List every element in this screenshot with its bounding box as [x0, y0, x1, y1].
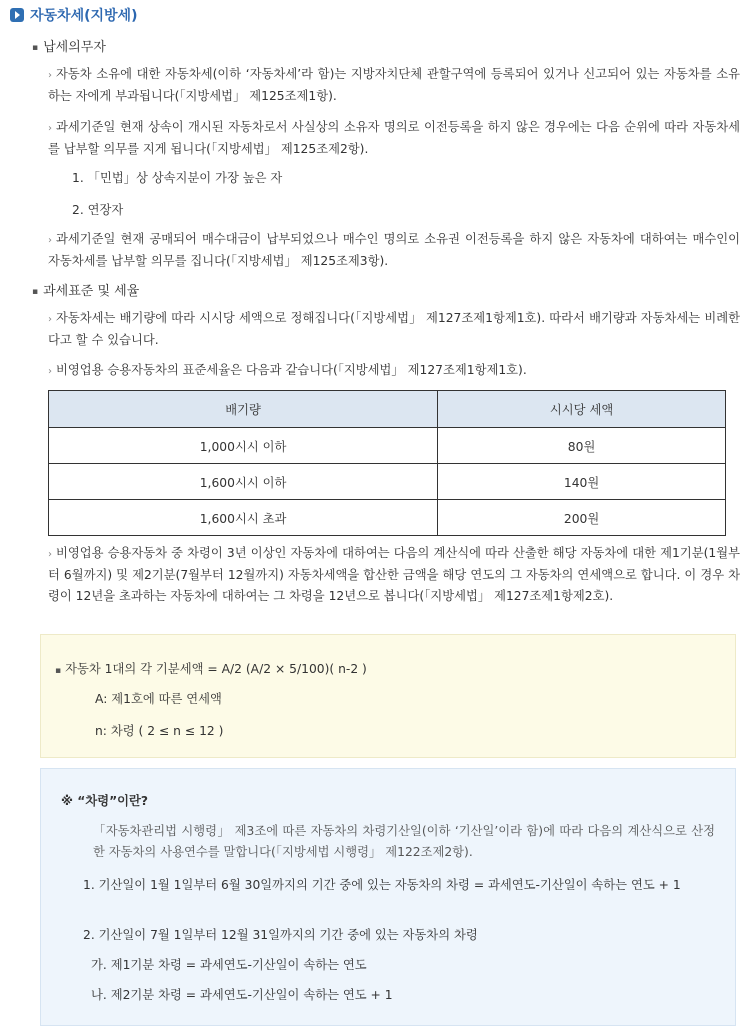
table-row	[49, 428, 726, 464]
formula-var-a: A: 제1호에 따른 연세액	[95, 692, 222, 706]
column-header: 배기량	[49, 391, 438, 428]
bullet-arrow-icon: ›	[48, 70, 52, 81]
note-body: 「자동차관리법 시행령」 제3조에 따른 자동차의 차령기산일(이하 ‘기산일’이라 함)에 따라 다음의 계산식으로 산정한 자동차의 사용연수를 말합니다(「지방세법 시행령」 제122조제2항).	[93, 824, 715, 859]
paragraph	[48, 229, 740, 272]
table-cell: 200원	[438, 500, 726, 536]
paragraph	[48, 308, 740, 351]
table-cell: 140원	[438, 464, 726, 500]
paragraph	[48, 64, 740, 107]
note-subitem: 가. 제1기분 차령 = 과세연도-기산일이 속하는 연도	[91, 958, 367, 972]
formula-main	[55, 659, 367, 677]
list-item: 2. 연장자	[72, 203, 124, 217]
note-subitem: 나. 제2기분 차령 = 과세연도-기산일이 속하는 연도 + 1	[91, 988, 393, 1002]
bullet-arrow-icon: ›	[48, 366, 52, 377]
table-row	[49, 500, 726, 536]
paragraph	[48, 360, 740, 382]
paragraph	[48, 543, 740, 607]
table-header-row	[49, 391, 726, 428]
paragraph-text: 과세기준일 현재 공매되어 매수대금이 납부되었으나 매수인 명의로 소유권 이전등록을 하지 않은 자동차에 대하여는 매수인이 자동차세를 납부할 의무를 집니다(「지방세법」 제125조제3항).	[48, 232, 740, 268]
page-title-row	[10, 5, 137, 25]
formula-var-n: n: 차령 ( 2 ≤ n ≤ 12 )	[95, 724, 224, 738]
paragraph	[48, 117, 740, 160]
note-item-2: 2. 기산일이 7월 1일부터 12월 31일까지의 기간 중에 있는 자동차의 차령	[83, 928, 478, 942]
paragraph-text: 비영업용 승용자동차의 표준세율은 다음과 같습니다(「지방세법」 제127조제1항제1호).	[56, 363, 527, 377]
bullet-arrow-icon: ›	[48, 235, 52, 246]
table-cell: 1,000시시 이하	[49, 428, 438, 464]
bullet-arrow-icon: ›	[48, 314, 52, 325]
formula-box	[40, 634, 736, 758]
paragraph-text: 자동차 소유에 대한 자동차세(이하 ‘자동차세’라 함)는 지방자치단체 관할구역에 등록되어 있거나 신고되어 있는 자동차를 소유하는 자에게 부과됩니다(「지방세법」 제125조제1항).	[48, 67, 740, 103]
table-cell: 80원	[438, 428, 726, 464]
tax-rate-table	[48, 390, 726, 536]
note-title: ※ “차령”이란?	[61, 794, 149, 808]
note-item-1: 1. 기산일이 1월 1일부터 6월 30일까지의 기간 중에 있는 자동차의 차령 = 과세연도-기산일이 속하는 연도 + 1	[83, 878, 681, 892]
table-cell: 1,600시시 초과	[49, 500, 438, 536]
paragraph-text: 자동차세는 배기량에 따라 시시당 세액으로 정해집니다(「지방세법」 제127조제1항제1호). 따라서 배기량과 자동차세는 비례한다고 할 수 있습니다.	[48, 311, 740, 347]
play-arrow-icon	[10, 8, 24, 22]
paragraph-text: 과세기준일 현재 상속이 개시된 자동차로서 사실상의 소유자 명의로 이전등록을 하지 않은 경우에는 다음 순위에 따라 자동차세를 납부할 의무를 지게 됩니다(「지방세법」 제125조제2항).	[48, 120, 740, 156]
paragraph-text: 비영업용 승용자동차 중 차령이 3년 이상인 자동차에 대하여는 다음의 계산식에 따라 산출한 해당 자동차에 대한 제1기분(1월부터 6월까지) 및 제2기분(7월부터 12월까지) 자동차세액을 합산한 금액을 해당 연도의 그 자동차의 연세액으로 합니다. 이 경우 차령이 12년을 초과하는 자동차에 대하여는 그 차령을 12년으로 봅니다(「지방세법」 제127조제1항제2호).	[48, 546, 740, 603]
page-title: 자동차세(지방세)	[30, 8, 138, 24]
note-box	[40, 768, 736, 1026]
formula-text: 자동차 1대의 각 기분세액 = A/2 (A/2 × 5/100)( n-2 )	[65, 662, 367, 676]
section-heading-taxpayer: ▪ 납세의무자	[32, 36, 106, 55]
column-header: 시시당 세액	[438, 391, 726, 428]
table-row	[49, 464, 726, 500]
bullet-icon: ▪	[55, 666, 62, 676]
list-item: 1. 「민법」상 상속지분이 가장 높은 자	[72, 171, 283, 185]
section-heading-tax-rate: ▪ 과세표준 및 세율	[32, 280, 139, 299]
bullet-arrow-icon: ›	[48, 549, 52, 560]
bullet-arrow-icon: ›	[48, 123, 52, 134]
table-cell: 1,600시시 이하	[49, 464, 438, 500]
